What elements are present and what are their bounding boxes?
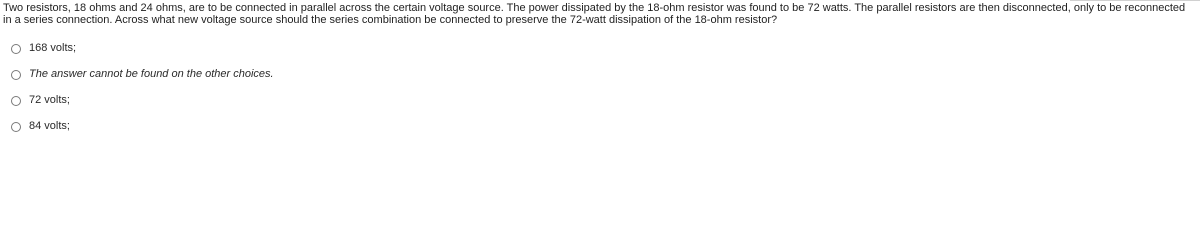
option-72-volts[interactable] <box>11 94 274 107</box>
option-label: 72 volts; <box>29 94 70 106</box>
option-84-volts[interactable] <box>11 120 274 133</box>
option-label: 84 volts; <box>29 120 70 132</box>
option-168-volts[interactable] <box>11 42 274 55</box>
radio-button[interactable] <box>11 70 21 80</box>
radio-button[interactable] <box>11 122 21 132</box>
radio-button[interactable] <box>11 96 21 106</box>
radio-button[interactable] <box>11 44 21 54</box>
option-label: The answer cannot be found on the other choices. <box>29 68 274 80</box>
option-label: 168 volts; <box>29 42 77 54</box>
top-divider <box>1070 0 1200 1</box>
option-cannot-be-found[interactable] <box>11 68 274 81</box>
answer-options <box>11 42 274 146</box>
question-text: Two resistors, 18 ohms and 24 ohms, are to be connected in parallel across the certain voltage source. The power dissipated by the 18-ohm resistor was found to be 72 watts. The parallel resistors are then disconnected, only to be reconnected in a series connection. Across what new voltage source should the series combination be connected to preserve the 72-watt dissipation of the 18-ohm resistor? <box>3 2 1186 26</box>
